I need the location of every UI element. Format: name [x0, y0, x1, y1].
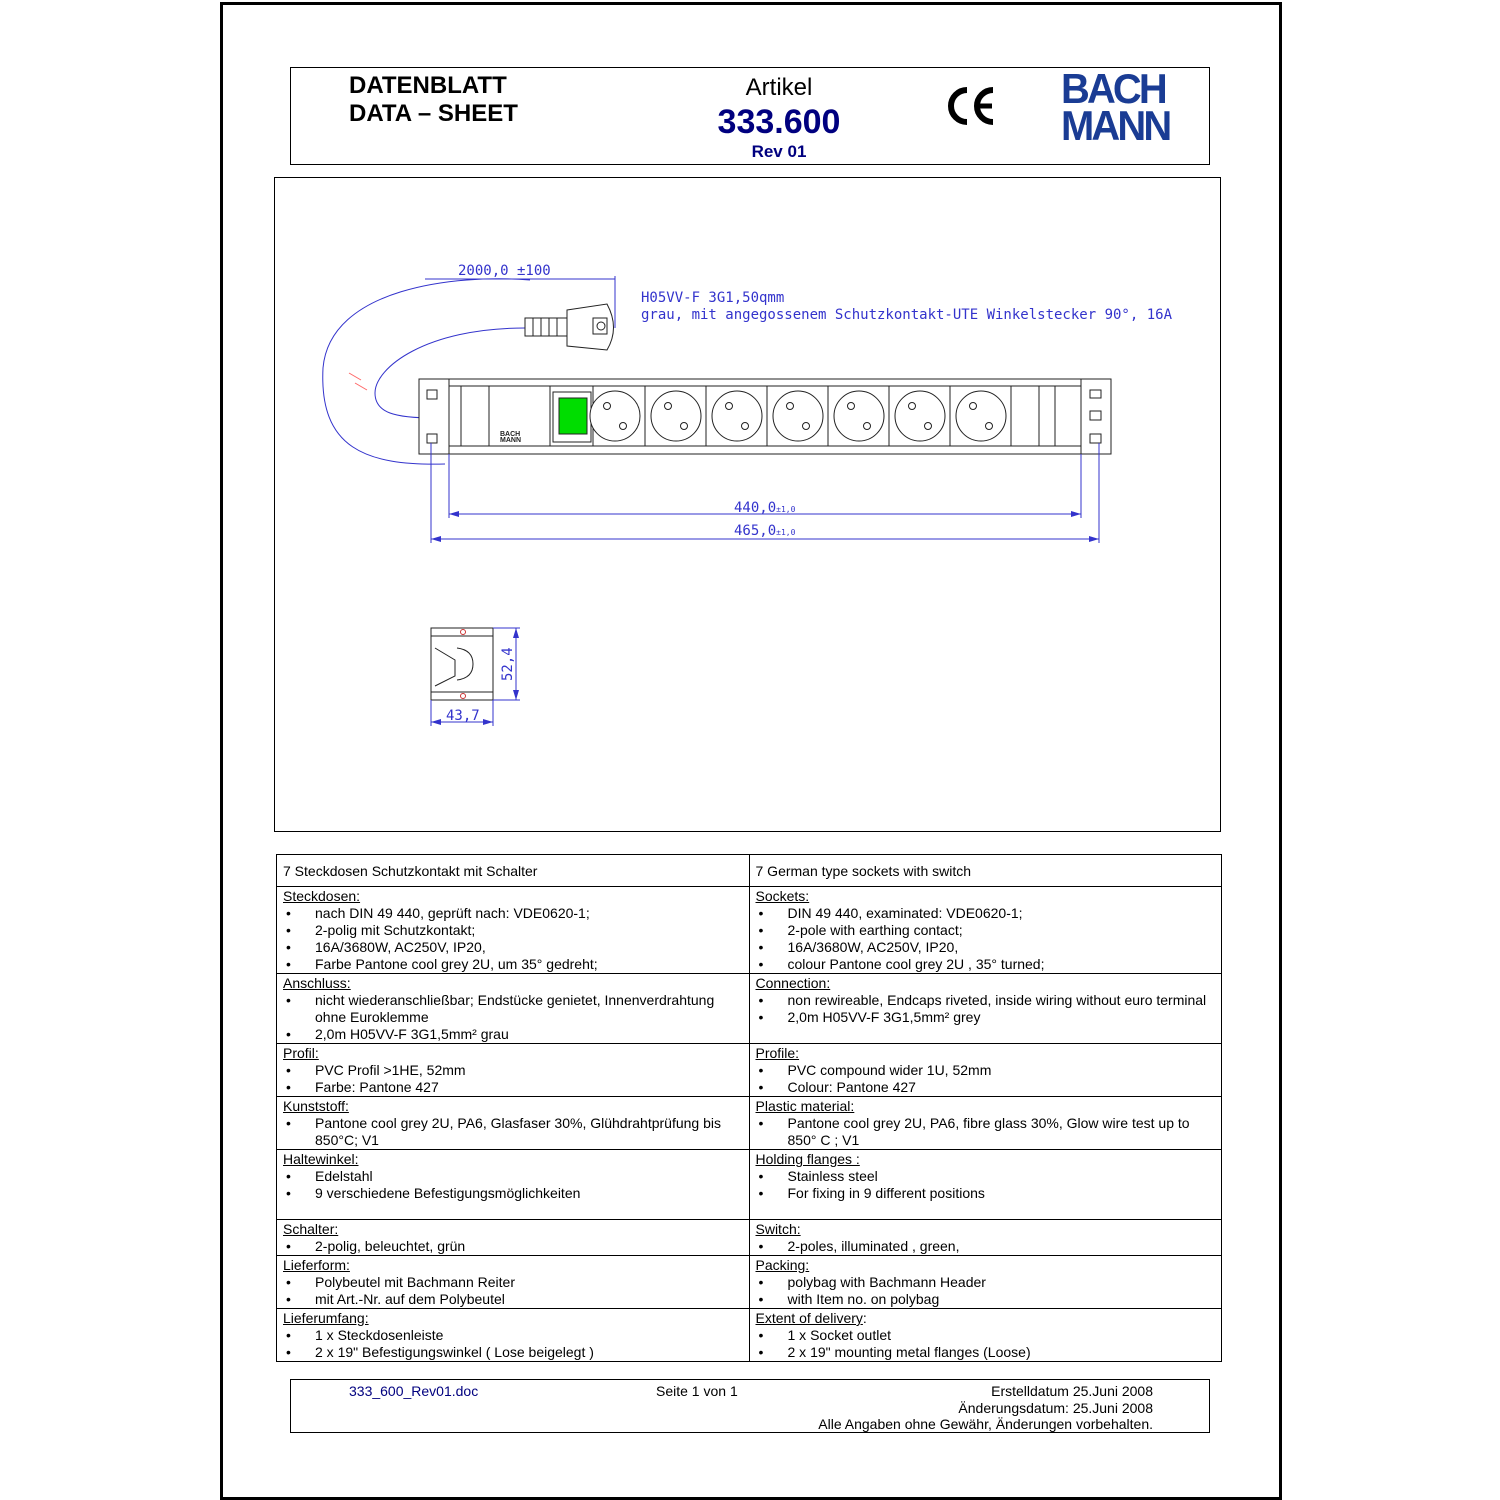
section-title — [283, 1045, 743, 1062]
list-item: • 9 verschiedene Befestigungsmöglichkeiten — [315, 1185, 743, 1202]
table-row — [277, 1309, 1222, 1362]
socket-pin-hole — [909, 403, 916, 410]
section-title — [756, 1098, 1216, 1115]
spec-cell-german — [277, 1309, 750, 1362]
section-title-text: Kunststoff: — [283, 1098, 349, 1114]
spec-table — [276, 854, 1222, 1362]
section-title — [756, 888, 1216, 905]
socket-face — [651, 391, 701, 441]
socket-pin-hole — [604, 403, 611, 410]
spec-cell-english — [749, 1256, 1222, 1309]
cable-spec-line-1: H05VV-F 3G1,50qmm — [641, 290, 785, 306]
footer-created-date: Erstelldatum 25.Juni 2008 — [991, 1383, 1153, 1399]
logo-line-1: BACH — [1061, 65, 1165, 112]
footer-page-number: Seite 1 von 1 — [656, 1383, 738, 1399]
revision-label: Rev 01 — [751, 142, 807, 161]
section-title-text: Lieferumfang: — [283, 1310, 369, 1326]
cable-length-label: 2000,0 ±100 — [458, 263, 551, 279]
section-title — [756, 1310, 1216, 1327]
bullet-list — [756, 1274, 1216, 1308]
socket-pin-hole — [726, 403, 733, 410]
spec-cell-german — [277, 1256, 750, 1309]
socket-face — [834, 391, 884, 441]
section-title — [283, 1098, 743, 1115]
socket-pin-hole — [742, 423, 749, 430]
spec-cell-english — [749, 1044, 1222, 1097]
bullet-list — [756, 905, 1216, 973]
list-item: • 2-poles, illuminated , green, — [788, 1238, 1216, 1255]
section-title — [283, 1221, 743, 1238]
section-title — [756, 975, 1216, 992]
power-strip — [419, 379, 1111, 454]
list-item: • 1 x Steckdosenleiste — [315, 1327, 743, 1344]
list-item: • PVC compound wider 1U, 52mm — [788, 1062, 1216, 1079]
bullet-list — [283, 1168, 743, 1202]
svg-text:440,0±1,0 — [734, 500, 796, 516]
list-item: • Farbe: Pantone 427 — [315, 1079, 743, 1096]
bullet-list — [756, 1115, 1216, 1149]
section-title — [283, 975, 743, 992]
bullet-list — [283, 1274, 743, 1308]
section-title-text: Haltewinkel: — [283, 1151, 359, 1167]
list-item: • Farbe Pantone cool grey 2U, um 35° gedreht; — [315, 956, 743, 973]
list-item: • 2 x 19" mounting metal flanges (Loose) — [788, 1344, 1216, 1361]
bullet-list — [756, 1327, 1216, 1361]
list-item: • DIN 49 440, examinated: VDE0620-1; — [788, 905, 1216, 922]
section-title — [283, 888, 743, 905]
switch-icon — [553, 392, 591, 442]
socket-face — [895, 391, 945, 441]
socket-pin-hole — [681, 423, 688, 430]
ce-mark-icon — [943, 84, 999, 128]
spec-cell-english — [749, 1309, 1222, 1362]
socket-pin-hole — [864, 423, 871, 430]
table-row — [277, 1256, 1222, 1309]
section-title-suffix: : — [862, 1310, 867, 1326]
spec-cell-german — [277, 1097, 750, 1150]
bullet-list — [756, 1168, 1216, 1202]
list-item: • nicht wiederanschließbar; Endstücke genietet, Innenverdrahtung ohne Euroklemme — [315, 992, 743, 1026]
list-item: • Pantone cool grey 2U, PA6, fibre glass 30%, Glow wire test up to 850° C ; V1 — [788, 1115, 1216, 1149]
section-title — [756, 1151, 1216, 1168]
socket-pin-hole — [848, 403, 855, 410]
list-item: • For fixing in 9 different positions — [788, 1185, 1216, 1202]
spec-cell-german — [277, 974, 750, 1044]
spec-cell-english — [749, 974, 1222, 1044]
dim-inner-label: 440,0 — [734, 500, 777, 516]
list-item: • mit Art.-Nr. auf dem Polybeutel — [315, 1291, 743, 1308]
section-title-text: Profil: — [283, 1045, 319, 1061]
table-row — [277, 1097, 1222, 1150]
list-item: • 2-polig, beleuchtet, grün — [315, 1238, 743, 1255]
list-item: • 2-pole with earthing contact; — [788, 922, 1216, 939]
bullet-list — [283, 992, 743, 1043]
list-item: • Polybeutel mit Bachmann Reiter — [315, 1274, 743, 1291]
document-footer — [290, 1379, 1210, 1433]
list-item: • 2,0m H05VV-F 3G1,5mm² grey — [788, 1009, 1216, 1026]
bullet-list — [283, 1115, 743, 1149]
dim-inner-tolerance: ±1,0 — [776, 505, 796, 514]
svg-text:465,0±1,0 — [734, 523, 796, 539]
section-title-text: Connection: — [755, 975, 831, 991]
socket-pin-hole — [803, 423, 810, 430]
list-item: • 2-polig mit Schutzkontakt; — [315, 922, 743, 939]
table-row — [277, 887, 1222, 974]
list-item: • with Item no. on polybag — [788, 1291, 1216, 1308]
socket-face — [956, 391, 1006, 441]
title-german: DATENBLATT — [349, 72, 507, 99]
table-row — [277, 1220, 1222, 1256]
header-cell-german: 7 Steckdosen Schutzkontakt mit Schalter — [277, 855, 750, 887]
socket-face — [590, 391, 640, 441]
article-number: 333.600 — [717, 103, 841, 141]
spec-cell-english — [749, 1150, 1222, 1220]
footer-disclaimer: Alle Angaben ohne Gewähr, Änderungen vorbehalten. — [818, 1416, 1153, 1432]
list-item: • Pantone cool grey 2U, PA6, Glasfaser 30%, Glühdrahtprüfung bis 850°C; V1 — [315, 1115, 743, 1149]
section-title — [283, 1151, 743, 1168]
bullet-list — [283, 1327, 743, 1361]
section-title-text: Anschluss: — [283, 975, 351, 991]
spec-cell-english — [749, 1097, 1222, 1150]
section-title — [283, 1310, 743, 1327]
cell-spacer — [283, 1202, 743, 1219]
section-title-text: Holding flanges : — [755, 1151, 860, 1167]
cable-spec-line-2: grau, mit angegossenem Schutzkontakt-UTE Winkelstecker 90°, 16A — [641, 307, 1173, 323]
spec-cell-english — [749, 1220, 1222, 1256]
title-english: DATA – SHEET — [349, 100, 518, 127]
list-item: • 16A/3680W, AC250V, IP20, — [315, 939, 743, 956]
bullet-list — [756, 1238, 1216, 1255]
section-title-text: Steckdosen: — [283, 888, 361, 904]
section-title-text: Packing: — [755, 1257, 810, 1273]
list-item: • Colour: Pantone 427 — [788, 1079, 1216, 1096]
table-row — [277, 1044, 1222, 1097]
list-item: • 2,0m H05VV-F 3G1,5mm² grau — [315, 1026, 743, 1043]
spec-cell-german — [277, 1044, 750, 1097]
section-title — [756, 1257, 1216, 1274]
list-item: • 16A/3680W, AC250V, IP20, — [788, 939, 1216, 956]
cell-spacer — [756, 1202, 1216, 1219]
document-header — [290, 67, 1210, 165]
list-item: • nach DIN 49 440, geprüft nach: VDE0620-1; — [315, 905, 743, 922]
list-item: • 2 x 19" Befestigungswinkel ( Lose beigelegt ) — [315, 1344, 743, 1361]
strip-logo-line-1: BACH — [500, 431, 521, 438]
list-item: • polybag with Bachmann Header — [788, 1274, 1216, 1291]
section-title-text: Switch: — [755, 1221, 801, 1237]
plug-icon — [525, 304, 614, 350]
section-title — [756, 1045, 1216, 1062]
list-item: • PVC Profil >1HE, 52mm — [315, 1062, 743, 1079]
spec-cell-german — [277, 887, 750, 974]
technical-drawing — [274, 177, 1221, 832]
footer-filename: 333_600_Rev01.doc — [349, 1383, 479, 1399]
footer-modified-date: Änderungsdatum: 25.Juni 2008 — [958, 1399, 1153, 1416]
socket-face — [773, 391, 823, 441]
socket-pin-hole — [970, 403, 977, 410]
footer-dates — [818, 1383, 1153, 1433]
socket-pin-hole — [620, 423, 627, 430]
dim-outer-tolerance: ±1,0 — [776, 528, 796, 537]
table-row — [277, 1150, 1222, 1220]
bachmann-logo — [1061, 65, 1170, 149]
socket-pin-hole — [925, 423, 932, 430]
bullet-list — [756, 992, 1216, 1026]
table-row — [277, 974, 1222, 1044]
section-title-text: Schalter: — [283, 1221, 339, 1237]
spec-cell-english — [749, 887, 1222, 974]
section-title — [756, 1221, 1216, 1238]
profile-cross-section — [431, 628, 493, 700]
strip-logo-line-2: MANN — [500, 437, 521, 444]
profile-height-label: 52,4 — [500, 647, 516, 681]
list-item: • Edelstahl — [315, 1168, 743, 1185]
header-cell-english: 7 German type sockets with switch — [749, 855, 1222, 887]
section-title-text: Plastic material: — [755, 1098, 855, 1114]
section-title-text: Extent of delivery — [755, 1310, 863, 1326]
bullet-list — [283, 905, 743, 973]
article-label: Artikel — [745, 74, 813, 101]
list-item: • colour Pantone cool grey 2U , 35° turned; — [788, 956, 1216, 973]
section-title-text: Profile: — [755, 1045, 800, 1061]
spec-cell-german — [277, 1150, 750, 1220]
bullet-list — [283, 1062, 743, 1096]
spec-cell-german — [277, 1220, 750, 1256]
profile-width-label: 43,7 — [446, 708, 480, 724]
table-header-row — [277, 855, 1222, 887]
socket-pin-hole — [986, 423, 993, 430]
socket-pin-hole — [787, 403, 794, 410]
bullet-list — [283, 1238, 743, 1255]
drawing-canvas — [275, 178, 1220, 831]
socket-pin-hole — [665, 403, 672, 410]
logo-line-2: MANN — [1061, 102, 1170, 149]
section-title-text: Lieferform: — [283, 1257, 350, 1273]
list-item: • Stainless steel — [788, 1168, 1216, 1185]
section-title — [283, 1257, 743, 1274]
section-title-text: Sockets: — [755, 888, 810, 904]
list-item: • non rewireable, Endcaps riveted, inside wiring without euro terminal — [788, 992, 1216, 1009]
list-item: • 1 x Socket outlet — [788, 1327, 1216, 1344]
socket-face — [712, 391, 762, 441]
bullet-list — [756, 1062, 1216, 1096]
dim-outer-label: 465,0 — [734, 523, 777, 539]
